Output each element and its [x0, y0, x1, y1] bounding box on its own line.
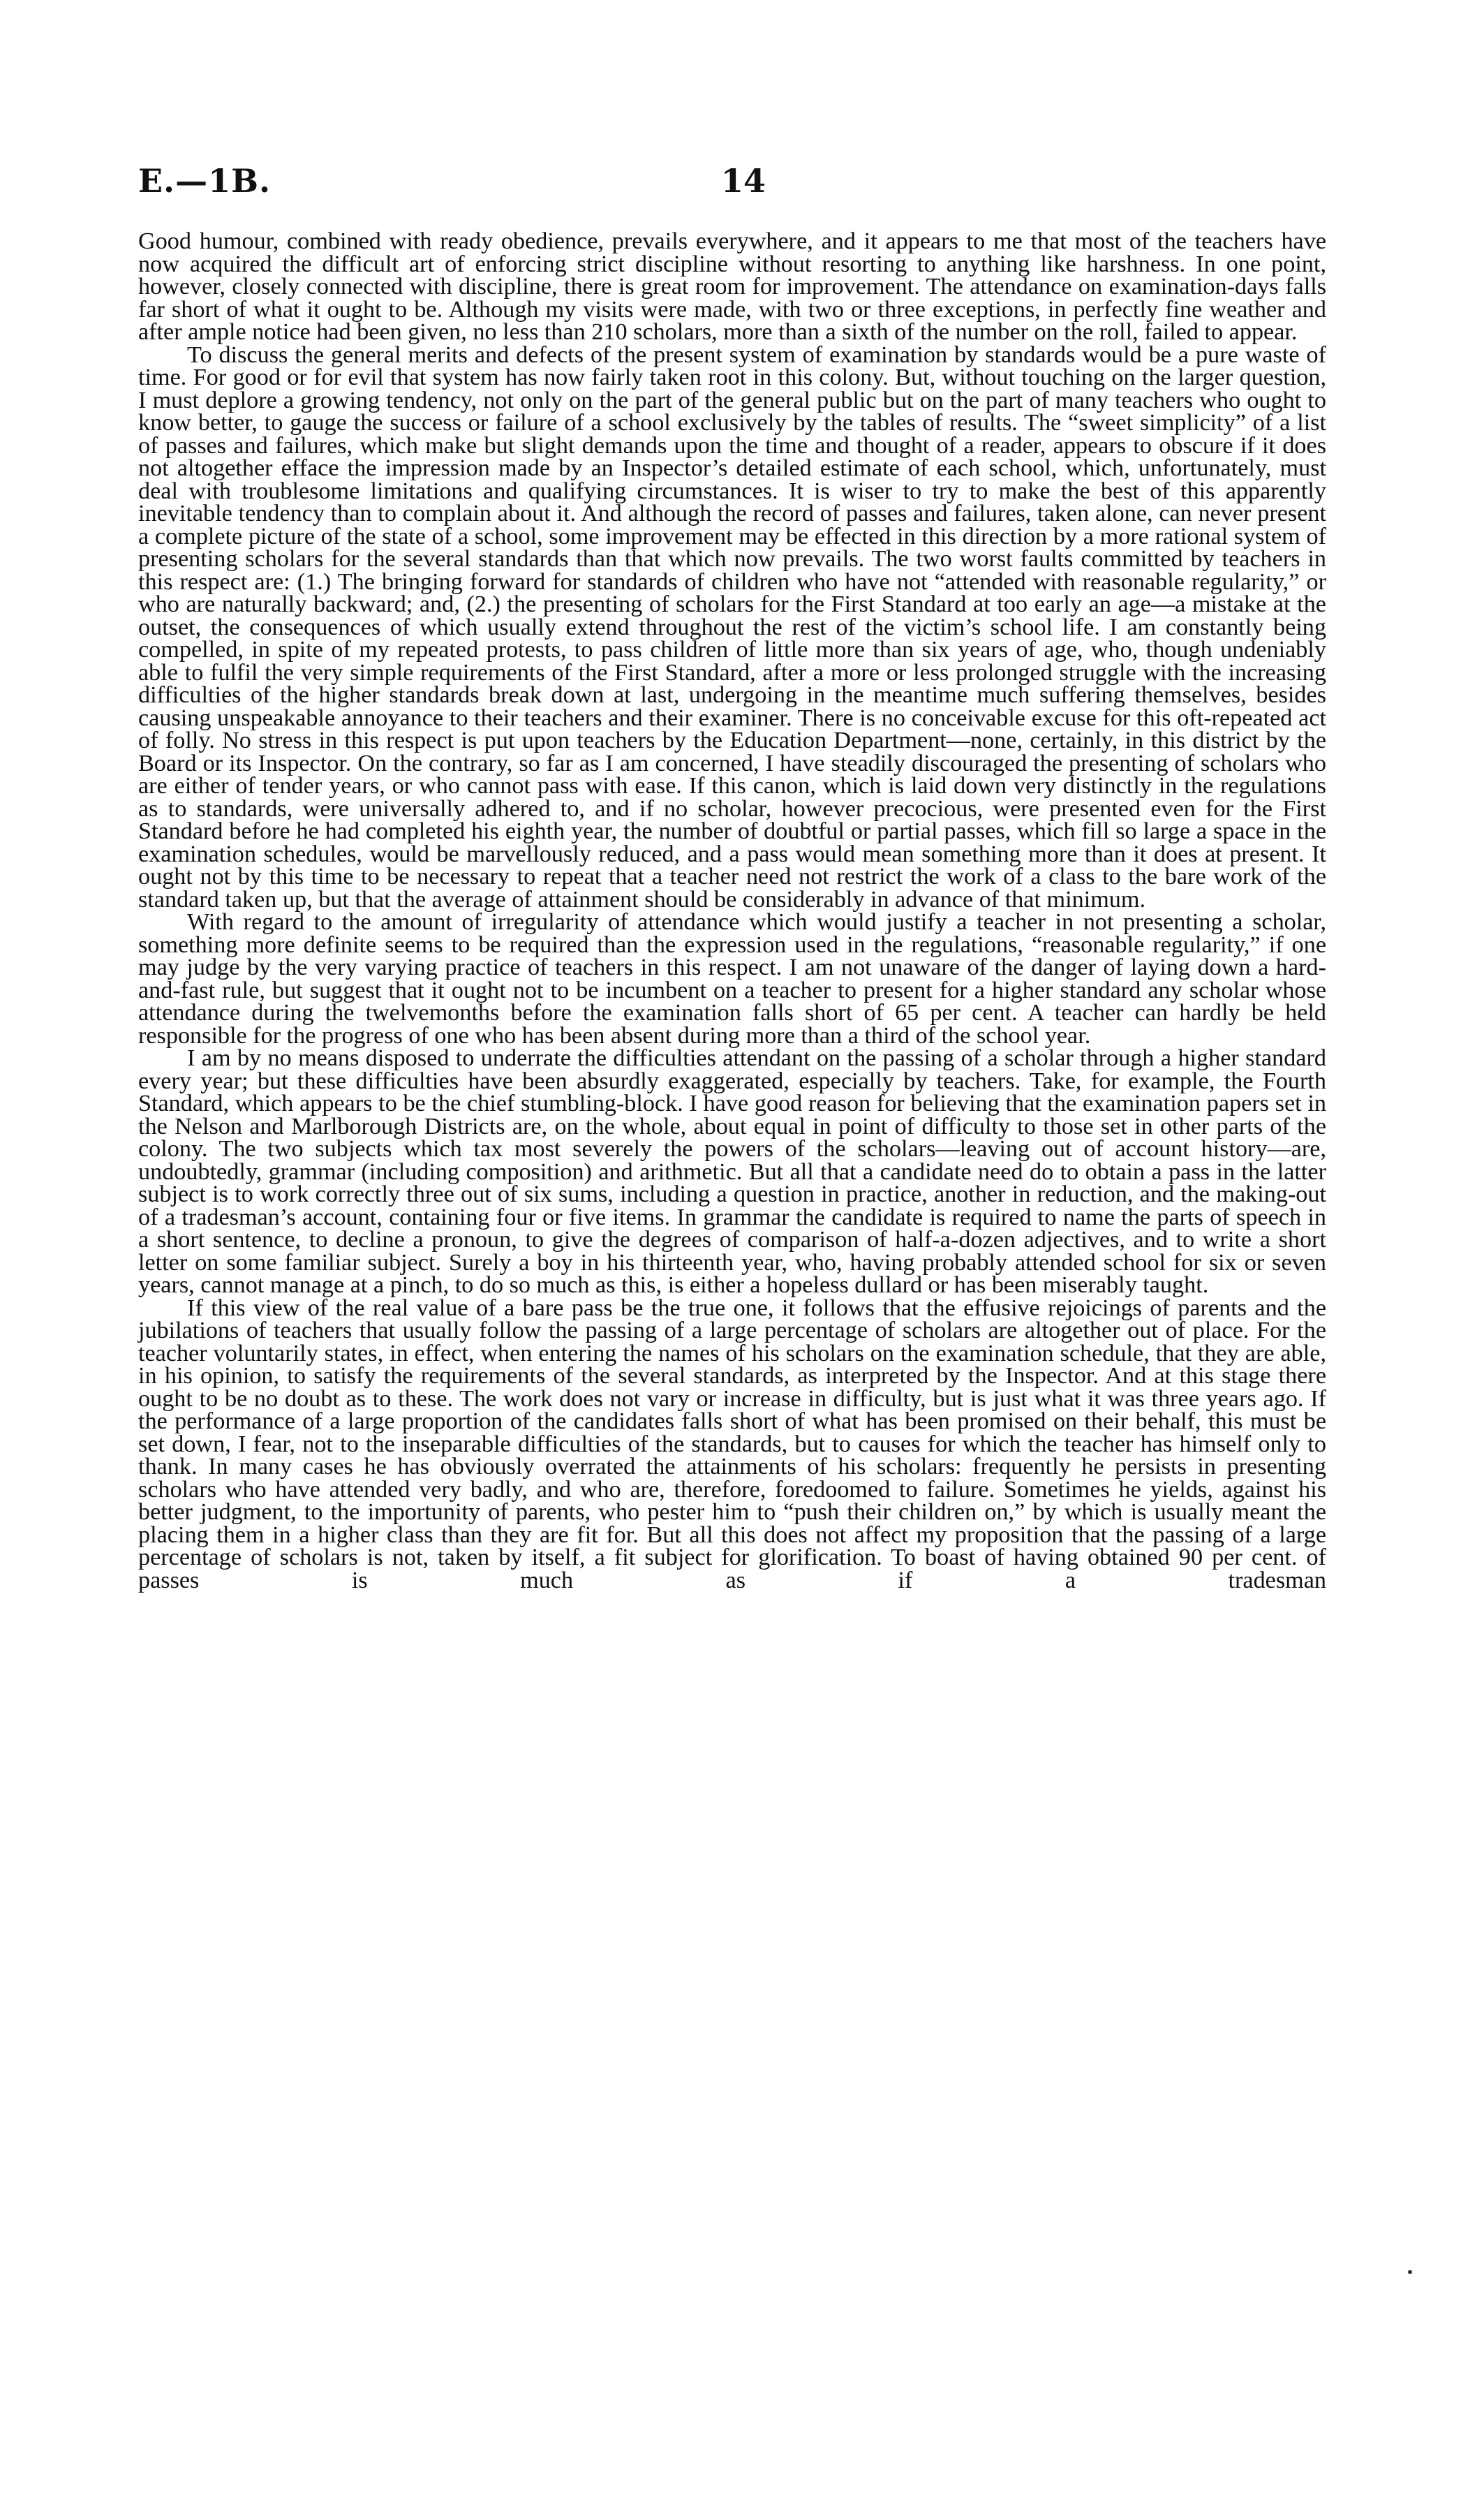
paragraph-value-of-pass: If this view of the real value of a bare pass be the true one, it follows that the effusive rejoicings of parents and the jubilations of teachers that usually follow the passing of a large percentage of scholars are altogether out of place. For the teacher voluntarily states, in effect, when entering the names of his scholars on the examination schedule, that they are able, in his opinion, to satisfy the requirements of the several standards, as interpreted by the Inspector. And at this stage there ought to be no doubt as to these. The work does not vary or increase in difficulty, but is just what it was three years ago. If the performance of a large proportion of the candidates falls short of what has been promised on their behalf, this must be set down, I fear, not to the inseparable difficulties of the standards, but to causes for which the teacher has himself only to thank. In many cases he has obviously overrated the attainments of his scholars: frequently he persists in presenting scholars who have attended very badly, and who are, therefore, foredoomed to failure. Sometimes he yields, against his better judgment, to the importunity of parents, who pester him to “push their children on,” by which is usually meant the placing them in a higher class than they are fit for. But all this does not affect my proposition that the passing of a large percentage of scholars is not, taken by itself, a fit subject for glorification. To boast of having obtained 90 per cent. of passes is much as if a tradesman	[138, 1295, 1326, 1593]
paragraph-discipline-attendance: Good humour, combined with ready obedience, prevails everywhere, and it appears to me that most of the teachers have now acquired the difficult art of enforcing strict discipline without resorting to anything like harshness. In one point, however, closely connected with discipline, there is great room for improvement. The attendance on examination-days falls far short of what it ought to be. Although my visits were made, with two or three exceptions, in perfectly fine weather and after ample notice had been given, no less than 210 scholars, more than a sixth of the number on the roll, failed to appear.	[138, 228, 1326, 345]
page-number: 14	[721, 162, 766, 200]
margin-mark	[1408, 2270, 1412, 2274]
paragraph-examination-system: To discuss the general merits and defects of the present system of examination by standards would be a pure waste of time. For good or for evil that system has now fairly taken root in this colony. But, without touching on the larger question, I must deplore a growing tendency, not only on the part of the general public but on the part of many teachers who ought to know better, to gauge the success or failure of a school exclusively by the tables of results. The “sweet simplicity” of a list of passes and failures, which make but slight demands upon the time and thought of a reader, appears to obscure if it does not altogether efface the impression made by an Inspector’s detailed estimate of each school, which, unfortunately, must deal with troublesome limitations and qualifying circumstances. It is wiser to try to make the best of this apparently inevitable tendency than to complain about it. And although the record of passes and failures, taken alone, can never present a complete picture of the state of a school, some improvement may be effected in this direction by a more rational system of presenting scholars for the several standards than that which now prevails. The two worst faults committed by teachers in this respect are: (1.) The bringing forward for standards of children who have not “attended with reasonable regularity,” or who are naturally backward; and, (2.) the presenting of scholars for the First Standard at too early an age—a mistake at the outset, the consequences of which usually extend throughout the rest of the victim’s school life. I am constantly being compelled, in spite of my repeated protests, to pass children of little more than six years of age, who, though undeniably able to fulfil the very simple requirements of the First Standard, after a more or less prolonged struggle with the increasing difficulties of the higher standards break down at last, undergoing in the meantime much suffering themselves, besides causing unspeakable annoyance to their teachers and their examiner. There is no conceivable excuse for this oft-repeated act of folly. No stress in this respect is put upon teachers by the Education Department—none, certainly, in this district by the Board or its Inspector. On the contrary, so far as I am concerned, I have steadily discouraged the presenting of scholars who are either of tender years, or who cannot pass with ease. If this canon, which is laid down very distinctly in the regulations as to standards, were universally adhered to, and if no scholar, however precocious, were presented even for the First Standard before he had completed his eighth year, the number of doubtful or partial passes, which fill so large a space in the examination schedules, would be marvellously reduced, and a pass would mean something more than it does at present. It ought not by this time to be necessary to repeat that a teacher need not restrict the work of a class to the bare work of the standard taken up, but that the average of attainment should be considerably in advance of that minimum.	[138, 341, 1326, 913]
series-reference: E.—1B.	[138, 162, 271, 200]
paragraph-standard-difficulties: I am by no means disposed to underrate the difficulties attendant on the passing of a scholar through a higher standard every year; but these difficulties have been absurdly exaggerated, especially by teachers. Take, for example, the Fourth Standard, which appears to be the chief stumbling-block. I have good reason for believing that the examination papers set in the Nelson and Marlborough Districts are, on the whole, about equal in point of difficulty to those set in other parts of the colony. The two subjects which tax most severely the powers of the scholars—leaving out of account history—are, undoubtedly, grammar (including composition) and arithmetic. But all that a candidate need do to obtain a pass in the latter subject is to work correctly three out of six sums, including a question in practice, another in reduction, and the making-out of a tradesman’s account, containing four or five items. In grammar the candidate is required to name the parts of speech in a short sentence, to decline a pronoun, to give the degrees of comparison of half-a-dozen adjectives, and to write a short letter on some familiar subject. Surely a boy in his thirteenth year, who, having probably attended school for six or seven years, cannot manage at a pinch, to do so much as this, is either a hopeless dullard or has been miserably taught.	[138, 1045, 1326, 1298]
report-body	[138, 230, 1326, 1592]
page-header	[138, 162, 1325, 211]
paragraph-irregular-attendance: With regard to the amount of irregularity of attendance which would justify a teacher in not presenting a scholar, something more definite seems to be required than the expression used in the regulations, “reasonable regularity,” if one may judge by the very varying practice of teachers in this respect. I am not unaware of the danger of laying down a hard-and-fast rule, but suggest that it ought not to be incumbent on a teacher to present for a higher standard any scholar whose attendance during the twelvemonths before the examination falls short of 65 per cent. A teacher can hardly be held responsible for the progress of one who has been absent during more than a third of the school year.	[138, 909, 1326, 1049]
